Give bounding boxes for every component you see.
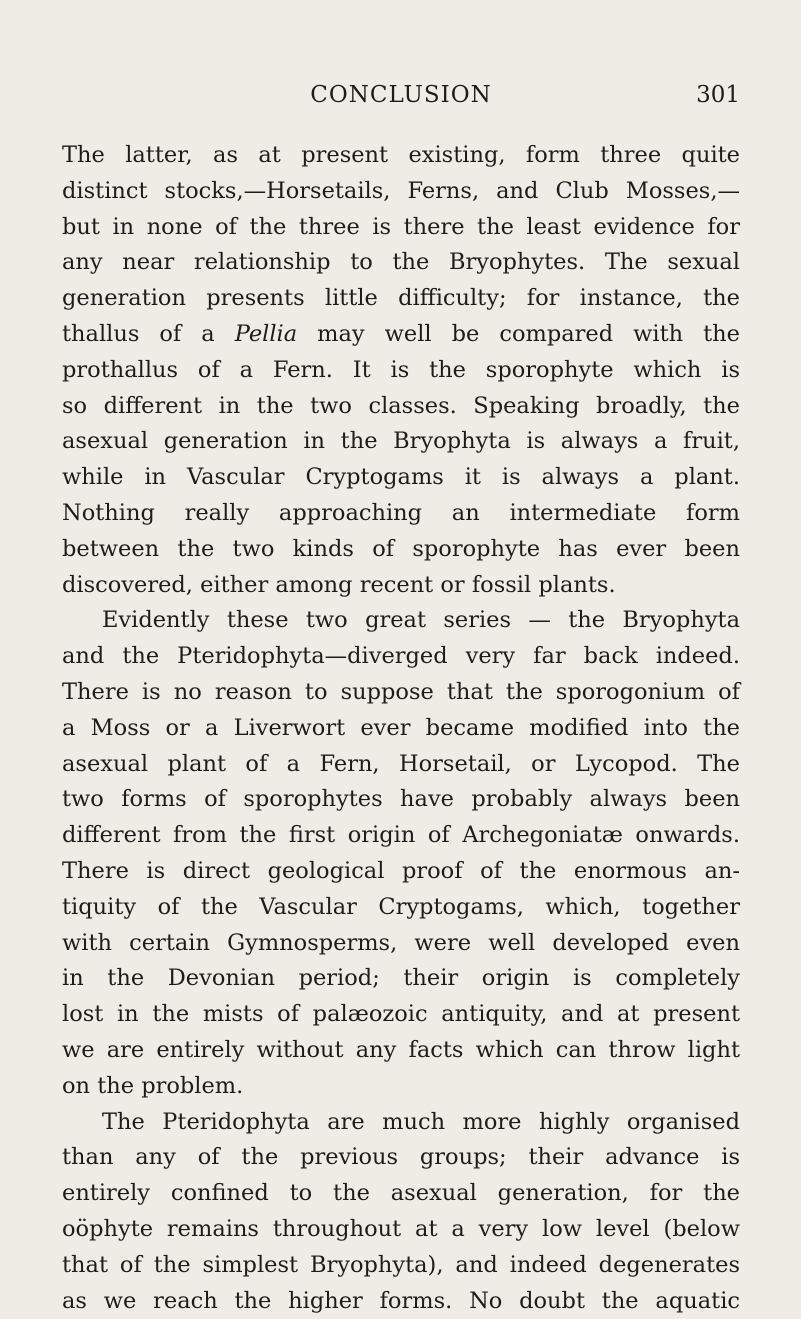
text-line: There is direct geological proof of the enormous an- xyxy=(62,857,740,884)
text-line: discovered, either among recent or fossil plants. xyxy=(62,571,616,598)
text-line: Nothing really approaching an intermediate form xyxy=(62,499,740,526)
text-line: Evidently these two great series — the Bryophyta xyxy=(102,607,740,634)
text-line: two forms of sporophytes have probably always been xyxy=(62,786,740,813)
text-segment: thallus of a xyxy=(62,320,215,347)
text-line: lost in the mists of palæozoic antiquity, and at present xyxy=(62,1001,740,1028)
text-line: distinct stocks,—Horsetails, Ferns, and Club Mosses,— xyxy=(62,177,740,204)
text-segment: may well be compared with the xyxy=(317,320,740,347)
text-line: on the problem. xyxy=(62,1072,244,1099)
text-line: asexual generation in the Bryophyta is always a fruit, xyxy=(62,428,740,455)
text-line: while in Vascular Cryptogams it is always a plant. xyxy=(62,464,740,491)
text-line: we are entirely without any facts which can throw light xyxy=(62,1036,740,1063)
text-line: in the Devonian period; their origin is completely xyxy=(62,965,740,992)
text-line-with-italic xyxy=(62,317,740,353)
text-line: oöphyte remains throughout at a very low level (below xyxy=(62,1215,740,1242)
text-line: between the two kinds of sporophyte has ever been xyxy=(62,535,740,562)
text-line: The latter, as at present existing, form three quite xyxy=(62,142,740,168)
running-title: CONCLUSION xyxy=(310,82,492,108)
text-line: that of the simplest Bryophyta), and indeed degenerates xyxy=(62,1251,740,1278)
text-line: The Pteridophyta are much more highly organised xyxy=(102,1108,740,1135)
body-text xyxy=(62,138,740,1319)
text-line: prothallus of a Fern. It is the sporophyte which is xyxy=(62,356,740,383)
italic-genus-name: Pellia xyxy=(234,320,298,347)
text-line: with certain Gymnosperms, were well developed even xyxy=(62,929,740,956)
text-line: than any of the previous groups; their advance is xyxy=(62,1144,740,1171)
text-line: There is no reason to suppose that the sporogonium of xyxy=(62,678,740,705)
text-line: any near relationship to the Bryophytes. The sexual xyxy=(62,249,740,276)
text-line: a Moss or a Liverwort ever became modified into the xyxy=(62,714,740,741)
text-line: generation presents little difficulty; for instance, the xyxy=(62,285,740,312)
text-line: so different in the two classes. Speaking broadly, the xyxy=(62,392,740,419)
text-line: but in none of the three is there the least evidence for xyxy=(62,213,740,240)
text-line: tiquity of the Vascular Cryptogams, which, together xyxy=(62,893,740,920)
text-line: asexual plant of a Fern, Horsetail, or Lycopod. The xyxy=(62,750,740,777)
running-head xyxy=(62,82,740,118)
text-line: and the Pteridophyta—diverged very far back indeed. xyxy=(62,643,740,670)
text-line: entirely confined to the asexual generation, for the xyxy=(62,1180,740,1207)
text-line: as we reach the higher forms. No doubt the aquatic xyxy=(62,1287,740,1314)
text-line: different from the first origin of Archegoniatæ onwards. xyxy=(62,822,740,849)
page-number: 301 xyxy=(696,82,740,108)
